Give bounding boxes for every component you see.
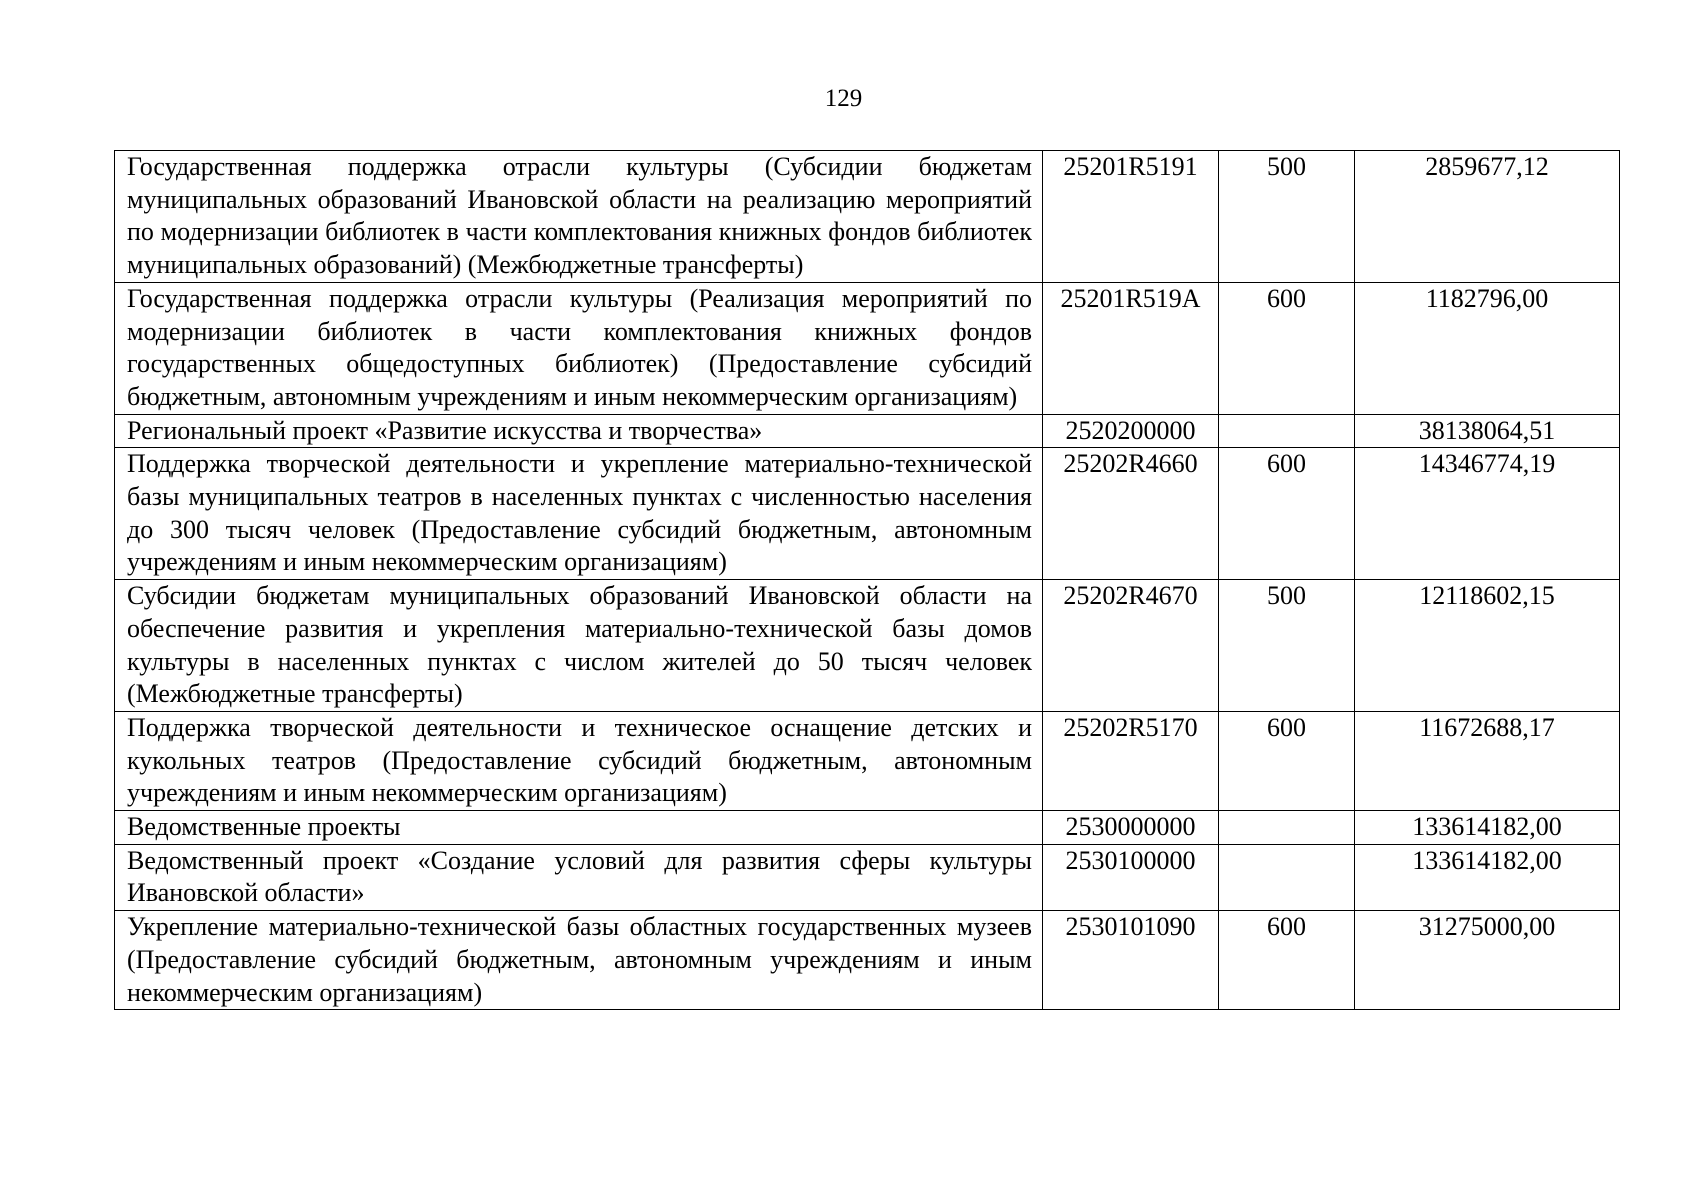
page-number [0,84,1697,114]
row-code-cell: 25202R4660 [1043,448,1219,580]
row-code-cell: 25202R4670 [1043,580,1219,712]
row-kind-cell [1219,844,1355,910]
table-row [115,282,1620,414]
table-row [115,844,1620,910]
budget-table [114,150,1620,1010]
row-name-cell: Государственная поддержка отрасли культуры (Реализация мероприятий по модернизации библиотек в части комплектования книжных фондов государственных общедоступных библиотек) (Предоставление субсидий бюджетным, автономным учреждениям и иным некоммерческим организациям) [115,282,1043,414]
row-sum-cell: 1182796,00 [1355,282,1620,414]
row-sum-cell: 12118602,15 [1355,580,1620,712]
row-code-cell: 2530000000 [1043,811,1219,845]
row-sum-cell: 11672688,17 [1355,711,1620,810]
row-name-cell: Поддержка творческой деятельности и укрепление материально-технической базы муниципальных театров в населенных пунктах с численностью населения до 300 тысяч человек (Предоставление субсидий бюджетным, автономным учреждениям и иным некоммерческим организациям) [115,448,1043,580]
table-row [115,448,1620,580]
row-sum-cell: 31275000,00 [1355,911,1620,1010]
table-row [115,151,1620,283]
row-code-cell: 2530101090 [1043,911,1219,1010]
table-row [115,911,1620,1010]
row-kind-cell [1219,811,1355,845]
row-kind-cell: 600 [1219,448,1355,580]
row-sum-cell: 2859677,12 [1355,151,1620,283]
table-row [115,580,1620,712]
row-kind-cell: 600 [1219,911,1355,1010]
row-name-cell: Субсидии бюджетам муниципальных образований Ивановской области на обеспечение развития и укрепления материально-технической базы домов культуры в населенных пунктах с числом жителей до 50 тысяч человек (Межбюджетные трансферты) [115,580,1043,712]
row-sum-cell: 14346774,19 [1355,448,1620,580]
row-code-cell: 25201R519A [1043,282,1219,414]
row-kind-cell: 600 [1219,282,1355,414]
row-name-cell: Ведомственный проект «Создание условий для развития сферы культуры Ивановской области» [115,844,1043,910]
budget-table-body [115,151,1620,1010]
row-code-cell: 25202R5170 [1043,711,1219,810]
page-number-text: 129 [824,85,863,112]
row-name-cell: Государственная поддержка отрасли культуры (Субсидии бюджетам муниципальных образований Ивановской области на реализацию мероприятий по модернизации библиотек в части комплектования книжных фондов библиотек муниципальных образований) (Межбюджетные трансферты) [115,151,1043,283]
row-name-cell: Ведомственные проекты [115,811,1043,845]
table-row [115,811,1620,845]
row-name-cell: Поддержка творческой деятельности и техническое оснащение детских и кукольных театров (Предоставление субсидий бюджетным, автономным учреждениям и иным некоммерческим организациям) [115,711,1043,810]
row-sum-cell: 133614182,00 [1355,811,1620,845]
row-name-cell: Региональный проект «Развитие искусства и творчества» [115,414,1043,448]
row-name-cell: Укрепление материально-технической базы областных государственных музеев (Предоставление субсидий бюджетным, автономным учреждениям и иным некоммерческим организациям) [115,911,1043,1010]
table-row [115,711,1620,810]
row-sum-cell: 133614182,00 [1355,844,1620,910]
row-kind-cell: 500 [1219,580,1355,712]
row-sum-cell: 38138064,51 [1355,414,1620,448]
row-kind-cell [1219,414,1355,448]
table-row [115,414,1620,448]
row-code-cell: 2520200000 [1043,414,1219,448]
row-kind-cell: 500 [1219,151,1355,283]
row-kind-cell: 600 [1219,711,1355,810]
row-code-cell: 2530100000 [1043,844,1219,910]
row-code-cell: 25201R5191 [1043,151,1219,283]
